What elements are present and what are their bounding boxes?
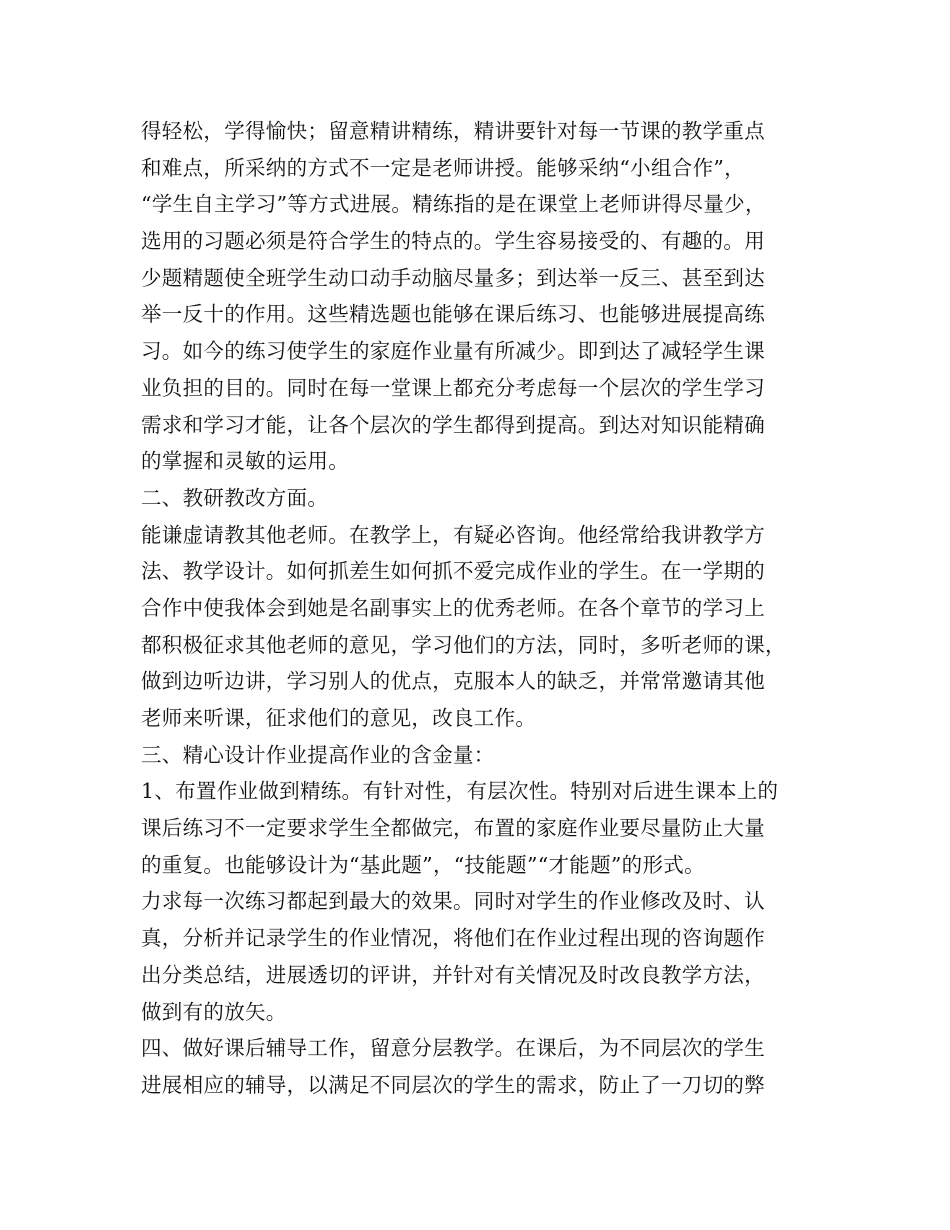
text-line-21: 的重复。也能够设计为“基此题”，“技能题”“才能题”的形式。: [141, 852, 705, 877]
text-line-4: 选用的习题必须是符合学生的特点的。学生容易接受的、有趣的。用: [141, 229, 765, 254]
text-line-14: 合作中使我体会到她是名副事实上的优秀老师。在各个章节的学习上: [141, 595, 765, 620]
text-line-12: 能谦虚请教其他老师。在教学上，有疑必咨询。他经常给我讲教学方: [141, 522, 765, 547]
text-line-15: 都积极征求其他老师的意见，学习他们的方法，同时，多听老师的课，: [141, 632, 786, 657]
text-line-9: 需求和学习才能，让各个层次的学生都得到提高。到达对知识能精确: [141, 412, 765, 437]
document-body: [141, 113, 841, 1104]
text-line-22: 力求每一次练习都起到最大的效果。同时对学生的作业修改及时、认: [141, 889, 765, 914]
section-heading-2: 二、教研教改方面。: [141, 485, 329, 510]
text-line-24: 出分类总结，进展透切的评讲，并针对有关情况及时改良教学方法，: [141, 962, 765, 987]
text-line-7: 习。如今的练习使学生的家庭作业量有所减少。即到达了减轻学生课: [141, 339, 765, 364]
text-line-19: 1、布置作业做到精练。有针对性，有层次性。特别对后进生课本上的: [141, 779, 779, 804]
text-line-20: 课后练习不一定要求学生全都做完，布置的家庭作业要尽量防止大量: [141, 816, 765, 841]
text-line-10: 的掌握和灵敏的运用。: [141, 449, 349, 474]
text-line-23: 真，分析并记录学生的作业情况，将他们在作业过程出现的咨询题作: [141, 926, 765, 951]
text-line-2: 和难点，所采纳的方式不一定是老师讲授。能够采纳“小组合作”，: [141, 155, 745, 180]
text-line-5: 少题精题使全班学生动口动手动脑尽量多；到达举一反三、甚至到达: [141, 265, 765, 290]
text-line-13: 法、教学设计。如何抓差生如何抓不爱完成作业的学生。在一学期的: [141, 559, 765, 584]
text-line-8: 业负担的目的。同时在每一堂课上都充分考虑每一个层次的学生学习: [141, 375, 765, 400]
text-line-6: 举一反十的作用。这些精选题也能够在课后练习、也能够进展提高练: [141, 302, 765, 327]
text-line-1: 得轻松，学得愉快；留意精讲精练，精讲要针对每一节课的教学重点: [141, 119, 765, 143]
section-heading-3: 三、精心设计作业提高作业的含金量：: [141, 742, 495, 767]
text-line-17: 老师来听课，征求他们的意见，改良工作。: [141, 706, 537, 730]
text-line-16: 做到边听边讲，学习别人的优点，克服本人的缺乏，并常常邀请其他: [141, 669, 765, 694]
text-line-25: 做到有的放矢。: [141, 999, 287, 1024]
text-line-27: 进展相应的辅导，以满足不同层次的学生的需求，防止了一刀切的弊: [141, 1072, 765, 1097]
text-line-3: “学生自主学习”等方式进展。精练指的是在课堂上老师讲得尽量少，: [141, 192, 766, 217]
section-heading-4: 四、做好课后辅导工作，留意分层教学。在课后，为不同层次的学生: [141, 1036, 765, 1061]
